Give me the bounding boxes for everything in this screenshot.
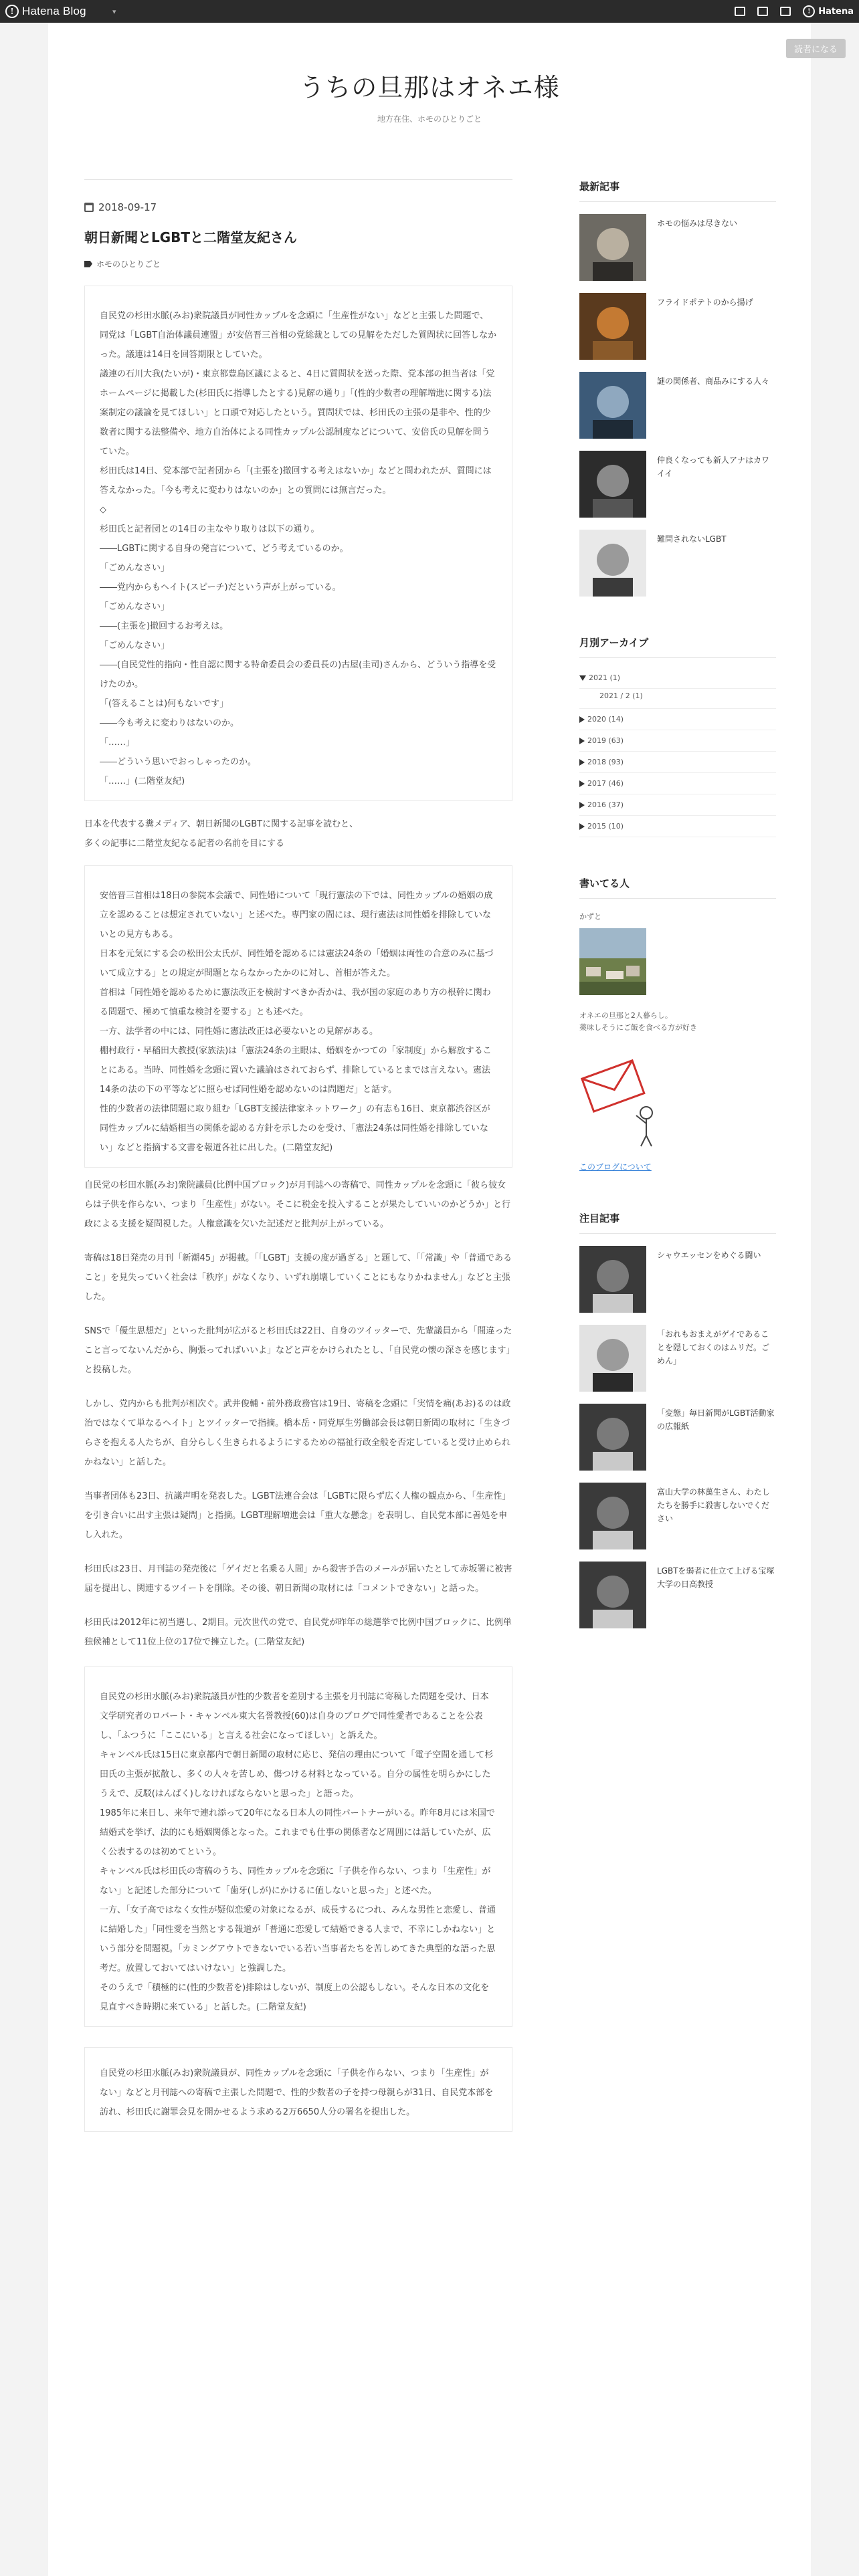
archive-year-item[interactable] (579, 667, 776, 689)
entry-link-title[interactable]: シャウエッセンをめぐる闘い (657, 1251, 761, 1260)
body-paragraph: SNSで「優生思想だ」といった批判が広がると杉田氏は22日、自身のツイッターで、先輩議員から「間違ったこと言ってないんだから、胸張ってればいいよ」などと声をかけられたとし、「自民党の懐の深さを感じます」と投稿した。 (84, 1326, 512, 1375)
blockquote-1 (84, 286, 512, 801)
quote-line: 杉田氏と記者団との14日の主なやり取りは以下の通り。 (100, 524, 320, 534)
quote-line: 性的少数者の法律問題に取り組む「LGBT支援法律家ネットワーク」の有志も16日、東京都渋谷区が同性カップルに結婚相当の関係を認める方針を示したのを受け、「憲法24条は同性婚を排除していない」などと指摘する文書を報道各社に出した。(二階堂友紀) (100, 1104, 490, 1153)
body-paragraph: 当事者団体も23日、抗議声明を発表した。LGBT法連合会は「LGBTに限らず広く人権の観点から、「生産性」を引き合いに出す主張は疑問」と指摘。LGBT理解増進会は「重大な懸念」を表明し、自民党本部に善処を申し入れた。 (84, 1491, 511, 1540)
featured-entries-list (579, 1246, 776, 1628)
recent-entries-heading: 最新記事 (579, 179, 776, 202)
featured-entry-item[interactable] (579, 1483, 776, 1549)
body-paragraphs (84, 1176, 512, 1652)
quote-line: キャンベル氏は15日に東京都内で朝日新聞の取材に応じ、発信の理由について「電子空間を通して杉田氏の主張が拡散し、多くの人々を苦しめ、傷つける材料となっている。自分の属性を明らかにしたうえで、反駁(はんばく)しなければならないと思った」と語った。 (100, 1750, 494, 1799)
archive-month-item[interactable] (579, 689, 776, 709)
archive-label: 2016 (37) (587, 800, 624, 809)
triangle-right-icon[interactable] (579, 823, 585, 830)
recent-entry-item[interactable] (579, 214, 776, 281)
about-blog-link[interactable]: このブログについて (579, 1162, 652, 1172)
featured-entry-item[interactable] (579, 1562, 776, 1628)
entry-link-title[interactable]: 仲良くなっても新人アナはカワイイ (657, 455, 770, 478)
list-button[interactable] (780, 7, 791, 16)
entry-link-title[interactable]: 「おれもおまえがゲイであることを隠しておくのはムリだ。ごめん」 (657, 1329, 770, 1366)
author-heading: 書いてる人 (579, 876, 776, 899)
sidebar (579, 179, 776, 1628)
recent-entry-item[interactable] (579, 530, 776, 597)
archive-label: 2018 (93) (587, 758, 624, 766)
blog-header (48, 67, 811, 124)
dashboard-button[interactable] (757, 7, 768, 16)
quote-line: 「……」 (100, 738, 135, 748)
quote-line: 「……」(二階堂友紀) (100, 776, 185, 786)
pencil-icon (735, 7, 745, 16)
recent-entries-list (579, 214, 776, 597)
quote-line: 議連の石川大我(たいが)・東京都豊島区議によると、4日に質問状を送った際、党本部の担当者は「党ホームページに掲載した(杉田氏に指導したとする)見解の通り」「(性的少数者の理解増進に関する)法案制定の議論を見てほしい」と口頭で対応したという。質問状では、杉田氏の主張の是非や、性的少数者に関する法整備や、地方自治体による同性カップル公認制度などについて、安倍氏の見解を問うていた。 (100, 369, 495, 457)
sad-face-photo[interactable] (579, 1483, 646, 1549)
sad-face-photo[interactable] (579, 1404, 646, 1471)
subscribe-button[interactable]: 読者になる (786, 39, 846, 58)
quote-line: ――LGBTに関する自身の発言について、どう考えているのか。 (100, 544, 349, 554)
featured-entry-item[interactable] (579, 1246, 776, 1313)
dashboard-icon (757, 7, 768, 16)
divider (84, 179, 512, 180)
entry-title[interactable]: 朝日新聞とLGBTと二階堂友紀さん (84, 229, 298, 245)
entry-link-title[interactable]: 「変態」毎日新聞がLGBT活動家の広報紙 (657, 1408, 775, 1431)
blockquote-2 (84, 865, 512, 1168)
triangle-right-icon[interactable] (579, 738, 585, 744)
quote-line: キャンベル氏は杉田氏の寄稿のうち、同性カップルを念頭に「子供を作らない、つまり「生産性」がない」と記述した部分について「歯牙(しが)にかけるに値しないと思った」と述べた。 (100, 1866, 491, 1896)
triangle-right-icon[interactable] (579, 780, 585, 787)
featured-entry-item[interactable] (579, 1404, 776, 1471)
hatena-label: Hatena (818, 6, 854, 17)
triangle-right-icon[interactable] (579, 716, 585, 723)
quote-line: ――党内からもヘイト(スピーチ)だという声が上がっている。 (100, 582, 341, 593)
hatena-blog-logo[interactable] (5, 4, 86, 19)
quote-line: ――今も考えに変わりはないのか。 (100, 718, 240, 728)
quote-line: ――(自民党性的指向・性自認に関する特命委員会の委員長の)古屋(圭司)さんから、どういう指導を受けたのか。 (100, 660, 496, 689)
entry-link-title[interactable]: 富山大学の林萬生さん、わたしたちを勝手に殺害しないでください (657, 1487, 770, 1523)
hatena-logo-small-icon: ! (803, 5, 815, 17)
quote-line: そのうえで「積極的に(性的少数者を)排除はしないが、制度上の公認もしない。そんな日本の文化を見直すべき時期に来ている」と話した。(二階堂友紀) (100, 1983, 490, 2012)
blog-menu-dropdown[interactable]: ▾ (112, 7, 116, 16)
food-photo[interactable] (579, 293, 646, 360)
quote-line: 自民党の杉田水脈(みお)衆院議員が性的少数者を差別する主張を月刊誌に寄稿した問題を受け、日本文学研究者のロバート・キャンベル東大名誉教授(60)は自身のブログで同性愛者であることを公表し、「ふつうに「ここにいる」と言える社会になってほしい」と訴えた。 (100, 1692, 489, 1741)
blockquote-4 (84, 2047, 512, 2132)
recent-entry-item[interactable] (579, 451, 776, 518)
archive-year-item[interactable] (579, 752, 776, 773)
sad-face-photo[interactable] (579, 1246, 646, 1313)
body-line: 日本を代表する糞メディア、朝日新聞のLGBTに関する記事を読むと、 (84, 819, 359, 829)
quote-line: 棚村政行・早稲田大教授(家族法)は「憲法24条の主眼は、婚姻をかつての「家制度」から解放することにある。当時、同性婚を念頭に置いた議論はされておらず、排除しているとまでは言えない。憲法14条の法の下の平等などに照らせば同性婚を認めないのは問題だ」と話す。 (100, 1046, 492, 1095)
archive-year-item[interactable] (579, 773, 776, 794)
archive-year-item[interactable] (579, 816, 776, 837)
envelope-mascot-illustration (579, 1049, 660, 1149)
quote-line: 「ごめんなさい」 (100, 563, 170, 573)
author-name: かずと (579, 912, 601, 921)
archive-year-item[interactable] (579, 730, 776, 752)
quote-line: 「(答えることは)何もないです」 (100, 699, 229, 709)
body-paragraph: しかし、党内からも批判が相次ぐ。武井俊輔・前外務政務官は19日、寄稿を念頭に「実情を痛(あお)るのは政治ではなくて単なるヘイト」とツイッターで指摘。橋本岳・同党厚生労働部会長は朝日新聞の取材に「生きづらさを抱える人たちが、自分らしく生きられるようにするための福祉行政全般を否定していると受け止められかねない」と話した。 (84, 1399, 511, 1467)
author-avatar[interactable] (579, 928, 646, 995)
recent-entry-item[interactable] (579, 293, 776, 360)
archive-label: 2021 (1) (589, 673, 621, 682)
entry-link-title[interactable]: フライドポテトのから揚げ (657, 298, 753, 307)
quote-line: 一方、法学者の中には、同性婚に憲法改正は必要ないとの見解がある。 (100, 1027, 379, 1037)
triangle-down-icon[interactable] (579, 675, 586, 681)
quote-line: 自民党の杉田水脈(みお)衆院議員が、同性カップルを念頭に「子供を作らない、つまり「生産性」がない」などと月刊誌への寄稿で主張した問題で、性的少数者の子を持つ母親らが31日、自民党本部を訪れ、杉田氏に謝罪会見を開かせるよう求める2万6650人分の署名を提出した。 (100, 2068, 494, 2117)
archive-label: 2017 (46) (587, 779, 624, 788)
archive-year-item[interactable] (579, 794, 776, 816)
hatena-logo-icon: ! (5, 5, 19, 18)
triangle-right-icon[interactable] (579, 802, 585, 809)
author-description: オネエの旦那と2人暮らし。 薬味しそうにご飯を食べる方が好き (579, 1011, 697, 1032)
quote-line: 「ごめんなさい」 (100, 602, 170, 612)
entry-date-text: 2018-09-17 (98, 201, 157, 213)
quote-line: 自民党の杉田水脈(みお)衆院議員が同性カップルを念頭に「生産性がない」などと主張した問題で、同党は「LGBT自治体議員連盟」が安倍晋三首相の党総裁としての見解をただした質問状に回答しなかった。議連は14日を回答期限としていた。 (100, 311, 497, 360)
quote-line: 一方、「女子高ではなく女性が疑似恋愛の対象になるが、成長するにつれ、みんな男性と恋愛し、普通に結婚した」「同性愛を当然とする報道が「普通に恋愛して結婚できる人まで、不幸にしかねない」という部分を問題視。「カミングアウトできないでいる若い当事者たちを苦しめてきた典型的な語った思考だ。放置しておいてはいけない」と強調した。 (100, 1905, 496, 1973)
blockquote-3 (84, 1667, 512, 2027)
entry-category-label: ホモのひとりごと (96, 259, 161, 269)
archive-label: 2020 (14) (587, 715, 624, 724)
portrait-photo[interactable] (579, 214, 646, 281)
archive-year-item[interactable] (579, 709, 776, 730)
write-button[interactable] (735, 7, 745, 16)
couple-photo[interactable] (579, 1325, 646, 1392)
quote-line: 杉田氏は14日、党本部で記者団から「(主張を)撤回する考えはないか」などと問われたが、質問には答えなかった。「今も考えに変わりはないのか」との質問には無言だった。 (100, 466, 492, 496)
body-paragraph: 杉田氏は23日、月刊誌の発売後に「ゲイだと名乗る人間」から殺害予告のメールが届いたとして赤坂署に被害届を提出し、関連するツイートを削除。その後、朝日新聞の取材には「コメントできない」と話った。 (84, 1564, 512, 1594)
sad-face-photo[interactable] (579, 1562, 646, 1628)
featured-entry-item[interactable] (579, 1325, 776, 1392)
quote-line: 安倍晋三首相は18日の参院本会議で、同性婚について「現行憲法の下では、同性カップルの婚姻の成立を認めることは想定されていない」と述べた。専門家の間には、現行憲法は同性婚を排除していないとの見方もある。 (100, 891, 493, 940)
topbar-right-group (735, 4, 854, 19)
archive-label: 2019 (63) (587, 736, 624, 745)
quote-line: ――どういう思いでおっしゃったのか。 (100, 757, 257, 767)
triangle-right-icon[interactable] (579, 759, 585, 766)
body-paragraph: 自民党の杉田水脈(みお)衆院議員(比例中国ブロック)が月刊誌への寄稿で、同性カップルを念頭に「彼ら彼女らは子供を作らない、つまり「生産性」がない。そこに税金を投入することが果たしていいのかどうか」と行政による支援を疑問視した。人権意識を欠いた記述だと批判が上がっている。 (84, 1180, 511, 1229)
body-line: 多くの記事に二階堂友紀なる記者の名前を目にする (84, 839, 285, 849)
quote-line: 首相は「同性婚を認めるために憲法改正を検討すべきか否かは、我が国の家庭のあり方の根幹に関わる問題で、極めて慎重な検討を要する」とも述べた。 (100, 988, 491, 1017)
statue-photo[interactable] (579, 530, 646, 597)
hatena-menu-button[interactable] (803, 5, 854, 17)
entry-date[interactable] (84, 201, 512, 213)
tag-icon (84, 261, 92, 267)
entry-category[interactable] (84, 258, 512, 270)
powerline-photo[interactable] (579, 372, 646, 439)
body-paragraph (84, 815, 512, 853)
quote-line: 「ごめんなさい」 (100, 641, 170, 651)
list-icon (780, 7, 791, 16)
quote-line: ――(主張を)撤回するお考えは。 (100, 621, 229, 631)
quote-line: 日本を元気にする会の松田公太氏が、同性婚を認めるには憲法24条の「婚姻は両性の合意のみに基づいて成立する」との規定が問題とならなかったかのに対し、首相が答えた。 (100, 949, 494, 978)
blog-title[interactable]: うちの旦那はオネエ様 (299, 73, 560, 102)
archive-label: 2021 / 2 (1) (599, 691, 643, 700)
calendar-icon (84, 203, 94, 212)
street-photo[interactable] (579, 451, 646, 518)
recent-entry-item[interactable] (579, 372, 776, 439)
blog-description: 地方在住、ホモのひとりごと (377, 114, 482, 124)
archive-list (579, 667, 776, 837)
quote-line: ◇ (100, 505, 106, 515)
entry-link-title[interactable]: 謎の関係者、商品みにする人々 (657, 377, 770, 386)
entry-link-title[interactable]: LGBTを弱者に仕立て上げる宝塚大学の日高教授 (657, 1566, 775, 1589)
quote-line: 1985年に来日し、来年で連れ添って20年になる日本人の同性パートナーがいる。昨年8月には米国で結婚式を挙げ、法的にも婚姻関係となった。これまでも仕事の関係者など周囲には話していたが、広く公表するのは初めてという。 (100, 1808, 495, 1857)
top-bar (0, 0, 859, 23)
body-paragraph: 寄稿は18日発売の月刊「新潮45」が掲載。「「LGBT」支援の度が過ぎる」と題して、「「常識」や「普通であること」を見失っていく社会は「秩序」がなくなり、いずれ崩壊していくことにもなりかねません」などと主張した。 (84, 1253, 512, 1302)
body-paragraph: 杉田氏は2012年に初当選し、2期目。元次世代の党で、自民党が昨年の総選挙で比例中国ブロックに、比例単独候補として11位上位の17位で擁立した。(二階堂友紀) (84, 1618, 512, 1647)
article (84, 179, 512, 2132)
entry-link-title[interactable]: 難問されないLGBT (657, 534, 727, 544)
entry-link-title[interactable]: ホモの悩みは尽きない (657, 219, 738, 228)
archive-label: 2015 (10) (587, 822, 624, 831)
hatena-blog-logo-text: Hatena Blog (22, 5, 86, 17)
archive-heading: 月別アーカイブ (579, 635, 776, 658)
featured-heading: 注目記事 (579, 1211, 776, 1234)
